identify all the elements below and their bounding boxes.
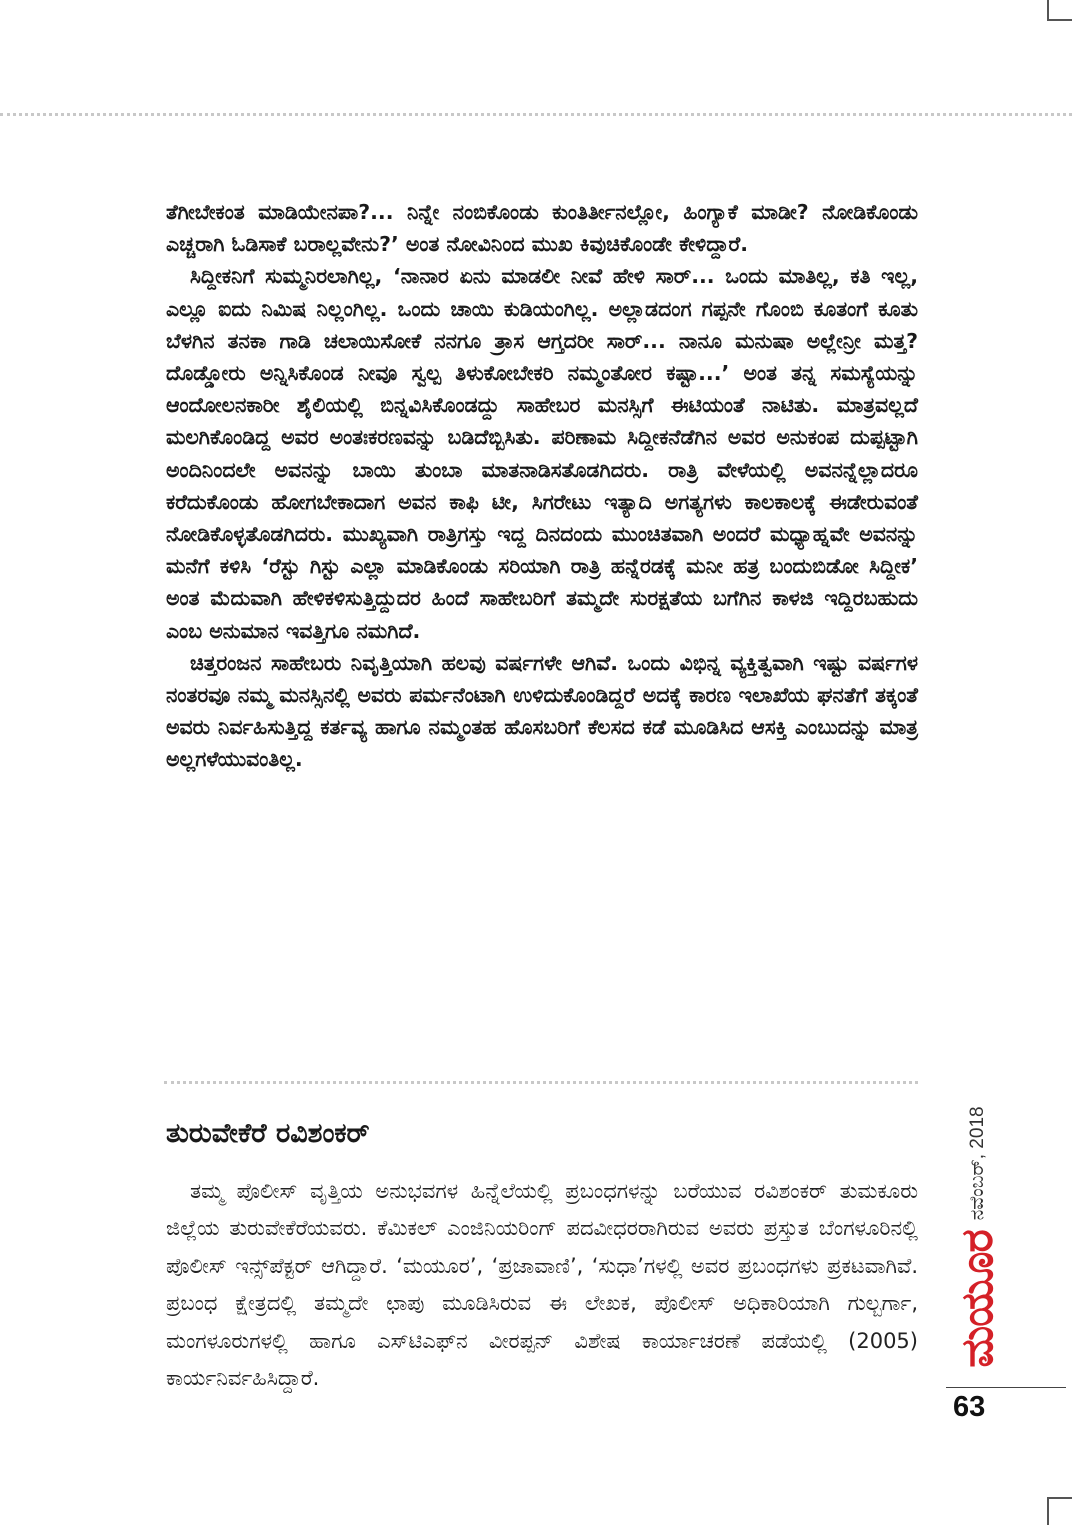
magazine-logo: ಮಯೂರ (952, 1230, 1003, 1368)
crop-mark-bottom-right-horizontal (1047, 1497, 1072, 1499)
story-body (166, 196, 918, 776)
page-number-rule (946, 1387, 1066, 1388)
story-paragraph: ತೆಗೀಬೇಕಂತ ಮಾಡಿಯೇನಪಾ?... ನಿನ್ನೇ ನಂಬಿಕೊಂಡು ಕುಂತಿರ್ತೀನಲ್ಲೋ, ಹಿಂಗ್ಯಾಕೆ ಮಾಡೀ? ನೋಡಿಕೊಂಡು ಎಚ್ಚರಾಗಿ ಓಡಿಸಾಕೆ ಬರಾಲ್ಲವೇನು?’ ಅಂತ ನೋವಿನಿಂದ ಮುಖ ಕಿವುಚಿಕೊಂಡೇ ಕೇಳಿದ್ದಾರೆ. (166, 200, 918, 257)
crop-mark-top-right-vertical (1047, 0, 1049, 20)
top-dotted-divider (0, 113, 1072, 116)
crop-mark-top-right-horizontal (1047, 19, 1072, 21)
magazine-sidebar (952, 1092, 1003, 1382)
author-name: ತುರುವೇಕೆರೆ ರವಿಶಂಕರ್ (166, 1118, 370, 1149)
section-dotted-divider (164, 1081, 918, 1084)
page-number: 63 (953, 1391, 986, 1423)
author-bio: ತಮ್ಮ ಪೊಲೀಸ್ ವೃತ್ತಿಯ ಅನುಭವಗಳ ಹಿನ್ನೆಲೆಯಲ್ಲಿ ಪ್ರಬಂಧಗಳನ್ನು ಬರೆಯುವ ರವಿಶಂಕರ್ ತುಮಕೂರು ಜಿಲ್ಲೆಯ ತುರುವೇಕೆರೆಯವರು. ಕೆಮಿಕಲ್ ಎಂಜಿನಿಯರಿಂಗ್ ಪದವೀಧರರಾಗಿರುವ ಅವರು ಪ್ರಸ್ತುತ ಬೆಂಗಳೂರಿನಲ್ಲಿ ಪೊಲೀಸ್ ಇನ್ಸ್‌ಪೆಕ್ಟರ್ ಆಗಿದ್ದಾರೆ. ‘ಮಯೂರ’, ‘ಪ್ರಜಾವಾಣಿ’, ‘ಸುಧಾ’ಗಳಲ್ಲಿ ಅವರ ಪ್ರಬಂಧಗಳು ಪ್ರಕಟವಾಗಿವೆ. ಪ್ರಬಂಧ ಕ್ಷೇತ್ರದಲ್ಲಿ ತಮ್ಮದೇ ಛಾಪು ಮೂಡಿಸಿರುವ ಈ ಲೇಖಕ, ಪೊಲೀಸ್ ಅಧಿಕಾರಿಯಾಗಿ ಗುಲ್ಬರ್ಗಾ, ಮಂಗಳೂರುಗಳಲ್ಲಿ ಹಾಗೂ ಎಸ್‌ಟಿಎಫ್‌ನ ವೀರಪ್ಪನ್ ವಿಶೇಷ ಕಾರ್ಯಾಚರಣೆ ಪಡೆಯಲ್ಲಿ (2005) ಕಾರ್ಯನಿರ್ವಹಿಸಿದ್ದಾರೆ. (166, 1179, 919, 1391)
issue-date: ನವೆಂಬರ್, 2018 (967, 1106, 988, 1221)
story-paragraph: ಚಿತ್ತರಂಜನ ಸಾಹೇಬರು ನಿವೃತ್ತಿಯಾಗಿ ಹಲವು ವರ್ಷಗಳೇ ಆಗಿವೆ. ಒಂದು ವಿಭಿನ್ನ ವ್ಯಕ್ತಿತ್ವವಾಗಿ ಇಷ್ಟು ವರ್ಷಗಳ ನಂತರವೂ ನಮ್ಮ ಮನಸ್ಸಿನಲ್ಲಿ ಅವರು ಪರ್ಮನೆಂಟಾಗಿ ಉಳಿದುಕೊಂಡಿದ್ದರೆ ಅದಕ್ಕೆ ಕಾರಣ ಇಲಾಖೆಯ ಘನತೆಗೆ ತಕ್ಕಂತೆ ಅವರು ನಿರ್ವಹಿಸುತ್ತಿದ್ದ ಕರ್ತವ್ಯ ಹಾಗೂ ನಮ್ಮಂತಹ ಹೊಸಬರಿಗೆ ಕೆಲಸದ ಕಡೆ ಮೂಡಿಸಿದ ಆಸಕ್ತಿ ಎಂಬುದನ್ನು ಮಾತ್ರ ಅಲ್ಲಗಳೆಯುವಂತಿಲ್ಲ. (166, 650, 918, 772)
crop-mark-bottom-right-vertical (1047, 1497, 1049, 1525)
story-paragraph: ಸಿದ್ದೀಕನಿಗೆ ಸುಮ್ಮನಿರಲಾಗಿಲ್ಲ, ‘ನಾನಾರ ಏನು ಮಾಡಲೀ ನೀವೆ ಹೇಳಿ ಸಾರ್... ಒಂದು ಮಾತಿಲ್ಲ, ಕತಿ ಇಲ್ಲ, ಎಲ್ಲೂ ಐದು ನಿಮಿಷ ನಿಲ್ಲಂಗಿಲ್ಲ. ಒಂದು ಚಾಯಿ ಕುಡಿಯಂಗಿಲ್ಲ. ಅಲ್ಲಾಡದಂಗ ಗಪ್ಪನೇ ಗೊಂಬಿ ಕೂತಂಗೆ ಕೂತು ಬೆಳಗಿನ ತನಕಾ ಗಾಡಿ ಚಲಾಯಿಸೋಕೆ ನನಗೂ ತ್ರಾಸ ಆಗ್ತದರೀ ಸಾರ್... ನಾನೂ ಮನುಷಾ ಅಲ್ಲೇನ್ರೀ ಮತ್ತ? ದೊಡ್ಡೋರು ಅನ್ನಿಸಿಕೊಂಡ ನೀವೂ ಸ್ವಲ್ಪ ತಿಳುಕೋಬೇಕರಿ ನಮ್ಮಂತೋರ ಕಷ್ಟಾ...’ ಅಂತ ತನ್ನ ಸಮಸ್ಯೆಯನ್ನು ಆಂದೋಲನಕಾರೀ ಶೈಲಿಯಲ್ಲಿ ಬಿನ್ನವಿಸಿಕೊಂಡದ್ದು ಸಾಹೇಬರ ಮನಸ್ಸಿಗೆ ಈಟಿಯಂತೆ ನಾಟಿತು. ಮಾತ್ರವಲ್ಲದೆ ಮಲಗಿಕೊಂಡಿದ್ದ ಅವರ ಅಂತಃಕರಣವನ್ನು ಬಡಿದೆಬ್ಬಿಸಿತು. ಪರಿಣಾಮ ಸಿದ್ದೀಕನೆಡೆಗಿನ ಅವರ ಅನುಕಂಪ ದುಪ್ಪಟ್ಟಾಗಿ ಅಂದಿನಿಂದಲೇ ಅವನನ್ನು ಬಾಯಿ ತುಂಬಾ ಮಾತನಾಡಿಸತೊಡಗಿದರು. ರಾತ್ರಿ ವೇಳೆಯಲ್ಲಿ ಅವನನ್ನೆಲ್ಲಾದರೂ ಕರೆದುಕೊಂಡು ಹೋಗಬೇಕಾದಾಗ ಅವನ ಕಾಫಿ ಟೀ, ಸಿಗರೇಟು ಇತ್ಯಾದಿ ಅಗತ್ಯಗಳು ಕಾಲಕಾಲಕ್ಕೆ ಈಡೇರುವಂತೆ ನೋಡಿಕೊಳ್ಳತೊಡಗಿದರು. ಮುಖ್ಯವಾಗಿ ರಾತ್ರಿಗಸ್ತು ಇದ್ದ ದಿನದಂದು ಮುಂಚಿತವಾಗಿ ಅಂದರೆ ಮಧ್ಯಾಹ್ನವೇ ಅವನನ್ನು ಮನೆಗೆ ಕಳಿಸಿ ‘ರೆಸ್ಟು ಗಿಸ್ಟು ಎಲ್ಲಾ ಮಾಡಿಕೊಂಡು ಸರಿಯಾಗಿ ರಾತ್ರಿ ಹನ್ನೆರಡಕ್ಕೆ ಮನೀ ಹತ್ರ ಬಂದುಬಿಡೋ ಸಿದ್ದೀಕ’ ಅಂತ ಮೆದುವಾಗಿ ಹೇಳಿಕಳಿಸುತ್ತಿದ್ದುದರ ಹಿಂದೆ ಸಾಹೇಬರಿಗೆ ತಮ್ಮದೇ ಸುರಕ್ಷತೆಯ ಬಗೆಗಿನ ಕಾಳಜಿ ಇದ್ದಿರಬಹುದು ಎಂಬ ಅನುಮಾನ ಇವತ್ತಿಗೂ ನಮಗಿದೆ. (166, 264, 918, 643)
